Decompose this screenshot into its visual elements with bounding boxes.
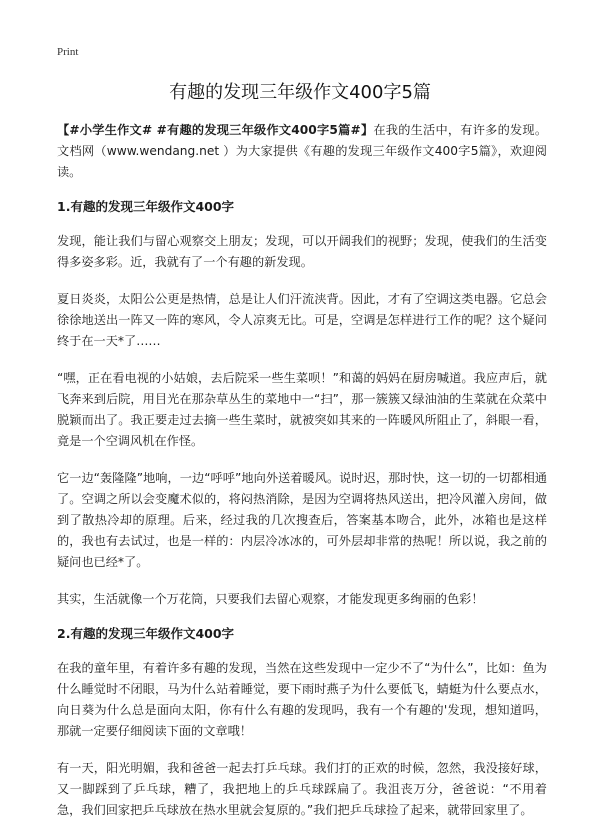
paragraph: “嘿，正在看电视的小姑娘，去后院采一些生菜呗！”和蔼的妈妈在厨房喊道。我应声后，就飞奔来到后院，用目光在那杂草丛生的菜地中一“扫”，那一簇簇又绿油油的生菜就在众菜中脱颖而出了。我正要走过去摘一些生菜时，就被突如其来的一阵暖风所阻止了，斜眼一看，竟是一个空调风机在作怪。 — [57, 371, 547, 448]
paragraph: 夏日炎炎，太阳公公更是热情，总是让人们汗流浃背。因此，才有了空调这类电器。它总会徐徐地送出一阵又一阵的寒风，令人凉爽无比。可是，空调是怎样进行工作的呢？这个疑问终于在一天*了…… — [57, 292, 547, 348]
paragraph: 有一天，阳光明媚，我和爸爸一起去打乒乓球。我们打的正欢的时候，忽然，我没接好球，又一脚踩到了乒乓球，糟了，我把地上的乒乓球踩扁了。我沮丧万分，爸爸说：“不用着急，我们回家把乒乓球放在热水里就会复原的。”我们把乒乓球捡了起来，就带回家里了。 — [57, 761, 547, 817]
paragraph: 其实，生活就像一个万花筒，只要我们去留心观察，才能发现更多绚丽的色彩！ — [57, 592, 484, 606]
intro-paragraph — [57, 120, 547, 183]
section-heading-2: 2.有趣的发现三年级作文400字 — [57, 626, 235, 641]
paragraph: 在我的童年里，有着许多有趣的发现，当然在这些发现中一定少不了“为什么”，比如：鱼为什么睡觉时不闭眼，马为什么站着睡觉，要下雨时燕子为什么要低飞，蜻蜓为什么要点水，向日葵为什么总是面向太阳，你有什么有趣的发现吗，我有一个有趣的'发现，想知道吗，那就一定要仔细阅读下面的文章哦！ — [57, 661, 547, 738]
section-heading-1: 1.有趣的发现三年级作文400字 — [57, 199, 235, 214]
page-title: 有趣的发现三年级作文400字5篇 — [169, 82, 431, 103]
paragraph: 它一边“轰隆隆”地响，一边“呼呼”地向外送着暖风。说时迟，那时快，这一切的一切都相通了。空调之所以会变魔术似的，将闷热消除，是因为空调将热风送出，把冷风灌入房间，做到了散热冷却的原理。后来，经过我的几次搜查后，答案基本吻合，此外，冰箱也是这样的，我也有去试过，也是一样的：内层冷冰冰的，可外层却非常的热呢！所以说，我之前的疑问也已经*了。 — [57, 471, 547, 569]
article-body — [57, 120, 547, 821]
paragraph: 发现，能让我们与留心观察交上朋友；发现，可以开阔我们的视野；发现，使我们的生活变得多姿多彩。近，我就有了一个有趣的新发现。 — [57, 234, 547, 269]
print-link[interactable]: Print — [57, 46, 79, 58]
intro-tags: 【#小学生作文# #有趣的发现三年级作文400字5篇#】 — [57, 123, 374, 137]
intro-text: 在我的生活中，有许多的发现。文档网（www.wendang.net ）为大家提供《有趣的发现三年级作文400字5篇》，欢迎阅读。 — [57, 123, 548, 179]
